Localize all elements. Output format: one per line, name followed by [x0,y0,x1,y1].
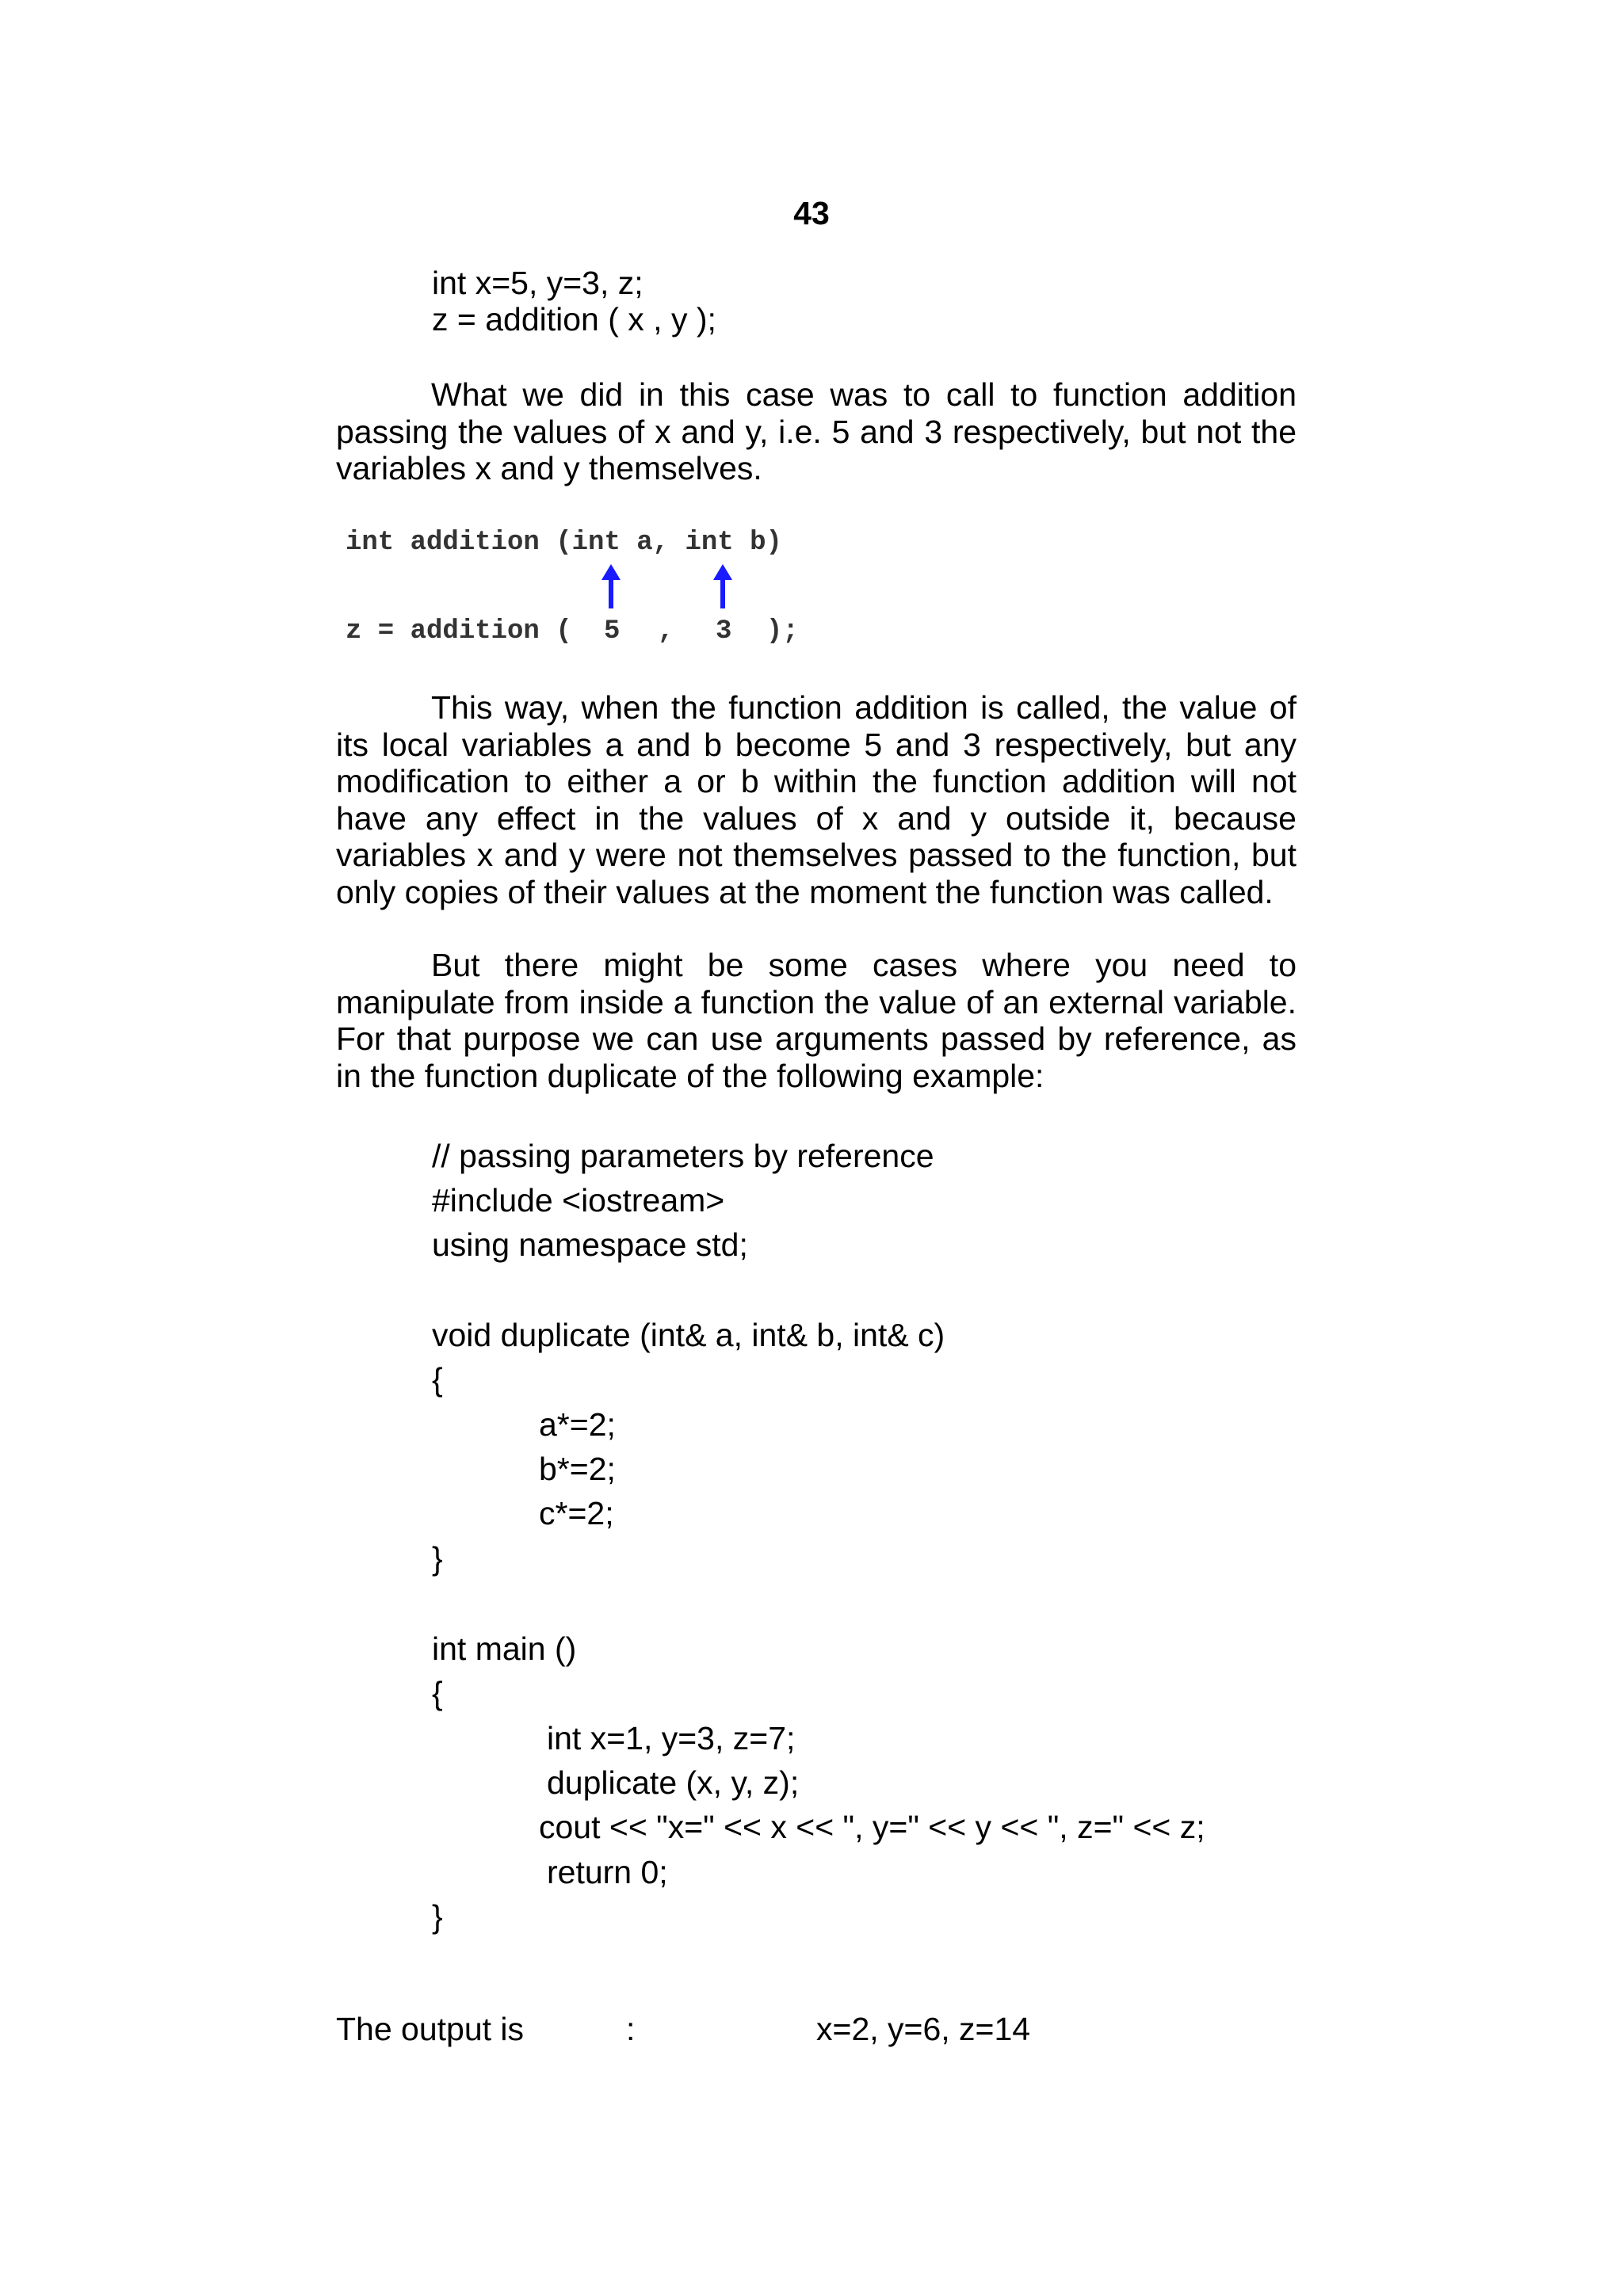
code-close-brace: } [432,1540,443,1577]
call-example-line-1: int x=5, y=3, z; [432,265,643,301]
figure-arg-2: 3 [716,616,732,646]
code-line: return 0; [547,1854,668,1890]
figure-arg-1: 5 [604,616,621,646]
code-main-signature: int main () [432,1630,577,1667]
code-using: using namespace std; [432,1226,748,1263]
figure-call-suffix: ); [766,616,799,646]
arrow-up-icon [601,564,621,608]
code-line: int x=1, y=3, z=7; [547,1720,796,1756]
code-open-brace: { [432,1361,443,1398]
output-label: The output is [336,2011,525,2047]
code-line: a*=2; [539,1406,616,1443]
arrow-up-icon [713,564,732,608]
page-number: 43 [793,195,830,231]
figure-declaration: int addition (int a, int b) [346,528,782,558]
paragraph-1: What we did in this case was to call to function addition passing the values of x and y, i.e. 5 and 3 respectively, but not the variables x and y themselves. [336,376,1296,486]
output-colon: : [626,2011,636,2047]
paragraph-3: But there might be some cases where you need to manipulate from inside a function the value of an external variable. For that purpose we can use arguments passed by reference, as in the function duplicate of the following example: [336,947,1296,1094]
output-value: x=2, y=6, z=14 [816,2011,1031,2047]
code-line: cout << "x=" << x << ", y=" << y << ", z=" << z; [539,1809,1205,1845]
figure-call-prefix: z = addition ( [346,616,572,646]
figure-comma: , [658,616,674,646]
call-example-line-2: z = addition ( x , y ); [432,301,716,338]
code-close-brace: } [432,1898,443,1935]
code-open-brace: { [432,1675,443,1711]
code-line: c*=2; [539,1495,614,1531]
code-duplicate-signature: void duplicate (int& a, int& b, int& c) [432,1317,945,1353]
code-include: #include <iostream> [432,1182,725,1219]
code-line: duplicate (x, y, z); [547,1764,800,1801]
code-line: b*=2; [539,1451,616,1487]
paragraph-2: This way, when the function addition is called, the value of its local variables a and b become 5 and 3 respectively, but any modification to either a or b within the function addition will not have any effect in the values of x and y outside it, because variables x and y were not themselves passed to the function, but only copies of their values at the moment the function was called. [336,689,1296,910]
code-comment: // passing parameters by reference [432,1138,934,1174]
